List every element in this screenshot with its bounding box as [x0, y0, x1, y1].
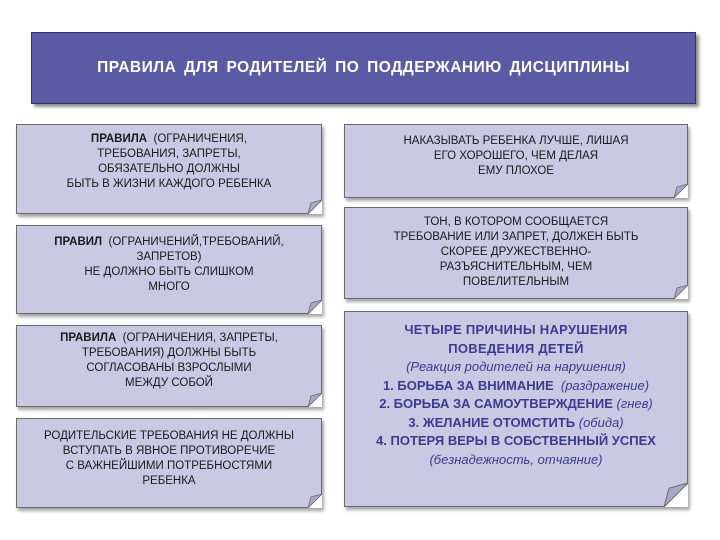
page-curl-icon	[308, 393, 322, 407]
page-curl-icon	[308, 200, 322, 214]
rules-agreed-line-1: (ОГРАНИЧЕНИЯ, ЗАПРЕТЫ,	[122, 332, 278, 344]
reason-item-3-reaction: (обида)	[578, 414, 624, 430]
page-curl-icon	[674, 285, 688, 299]
punishment-line-2: ЕГО ХОРОШЕГО, ЧЕМ ДЕЛАЯ	[433, 150, 599, 162]
rules-not-many-line-4: МНОГО	[148, 281, 190, 293]
punishment-card	[344, 124, 688, 198]
rules-required-card	[16, 124, 322, 214]
reason-item-1-reaction: (раздражение)	[560, 377, 650, 393]
reason-item-4-reaction: (безнадежность, отчаяние)	[429, 451, 603, 467]
rules-required-line-4: БЫТЬ В ЖИЗНИ КАЖДОГО РЕБЕНКА	[66, 178, 272, 190]
reason-item-2-reaction: (гнев)	[616, 396, 653, 411]
punishment-line-3: ЕМУ ПЛОХОЕ	[478, 165, 554, 177]
rules-required-line-3: ОБЯЗАТЕЛЬНО ДОЛЖНЫ	[98, 163, 240, 175]
page-curl-icon	[308, 494, 322, 508]
page-curl-icon	[664, 483, 688, 507]
rules-not-many-bold: ПРАВИЛ	[54, 236, 103, 248]
page-title	[31, 32, 696, 104]
page-curl-icon	[308, 300, 322, 314]
reasons-card	[344, 311, 688, 507]
rules-agreed-bold: ПРАВИЛА	[60, 332, 117, 344]
rules-not-many-line-3: НЕ ДОЛЖНО БЫТЬ СЛИШКОМ	[84, 266, 254, 278]
punishment-line-1: НАКАЗЫВАТЬ РЕБЕНКА ЛУЧШЕ, ЛИШАЯ	[403, 135, 629, 147]
reason-item-2-text: 2. БОРЬБА ЗА САМОУТВЕРЖДЕНИЕ	[379, 396, 613, 411]
reason-item-3	[347, 414, 685, 433]
needs-conflict-line-1: РОДИТЕЛЬСКИЕ ТРЕБОВАНИЯ НЕ ДОЛЖНЫ	[43, 430, 295, 442]
reason-item-3-text: 3. ЖЕЛАНИЕ ОТОМСТИТЬ	[408, 414, 576, 430]
needs-conflict-line-3: С ВАЖНЕЙШИМИ ПОТРЕБНОСТЯМИ	[65, 460, 273, 472]
page-title-text: ПРАВИЛА ДЛЯ РОДИТЕЛЕЙ ПО ПОДДЕРЖАНИЮ ДИСЦИПЛИНЫ	[97, 59, 630, 76]
tone-line-1: ТОН, В КОТОРОМ СООБЩАЕТСЯ	[423, 216, 609, 228]
reason-item-1-text: 1. БОРЬБА ЗА ВНИМАНИЕ	[382, 377, 554, 393]
reasons-heading-1: ЧЕТЫРЕ ПРИЧИНЫ НАРУШЕНИЯ	[404, 322, 628, 337]
rules-agreed-line-2: ТРЕБОВАНИЯ) ДОЛЖНЫ БЫТЬ	[81, 347, 257, 359]
rules-not-many-line-2: ЗАПРЕТОВ)	[136, 251, 202, 263]
rules-required-line-2: ТРЕБОВАНИЯ, ЗАПРЕТЫ,	[97, 148, 241, 160]
page-curl-icon	[674, 184, 688, 198]
reason-item-1	[347, 377, 685, 396]
reason-item-4-text: 4. ПОТЕРЯ ВЕРЫ В СОБСТВЕННЫЙ УСПЕХ	[376, 433, 656, 448]
tone-card	[344, 207, 688, 299]
tone-line-2: ТРЕБОВАНИЕ ИЛИ ЗАПРЕТ, ДОЛЖЕН БЫТЬ	[393, 231, 639, 243]
tone-line-5: ПОВЕЛИТЕЛЬНЫМ	[462, 276, 570, 288]
reason-item-2	[347, 395, 685, 414]
rules-agreed-line-4: МЕЖДУ СОБОЙ	[125, 377, 213, 389]
rules-agreed-card	[16, 325, 322, 407]
needs-conflict-line-4: РЕБЕНКА	[142, 475, 196, 487]
tone-line-4: РАЗЪЯСНИТЕЛЬНЫМ, ЧЕМ	[439, 261, 593, 273]
rules-not-many-line-1: (ОГРАНИЧЕНИЙ,ТРЕБОВАНИЙ,	[108, 236, 284, 248]
tone-line-3: СКОРЕЕ ДРУЖЕСТВЕННО-	[440, 246, 592, 258]
needs-conflict-line-2: ВСТУПАТЬ В ЯВНОЕ ПРОТИВОРЕЧИЕ	[62, 445, 276, 457]
rules-required-bold: ПРАВИЛА	[90, 133, 148, 145]
reasons-heading-2: ПОВЕДЕНИЯ ДЕТЕЙ	[448, 340, 584, 356]
needs-conflict-card	[16, 418, 322, 508]
rules-required-line-1: (ОГРАНИЧЕНИЯ,	[153, 133, 248, 145]
reason-item-4	[347, 432, 685, 451]
reasons-subtitle: (Реакция родителей на нарушения)	[406, 359, 626, 374]
rules-agreed-line-3: СОГЛАСОВАНЫ ВЗРОСЛЫМИ	[86, 362, 252, 374]
rules-not-many-card	[16, 225, 322, 314]
